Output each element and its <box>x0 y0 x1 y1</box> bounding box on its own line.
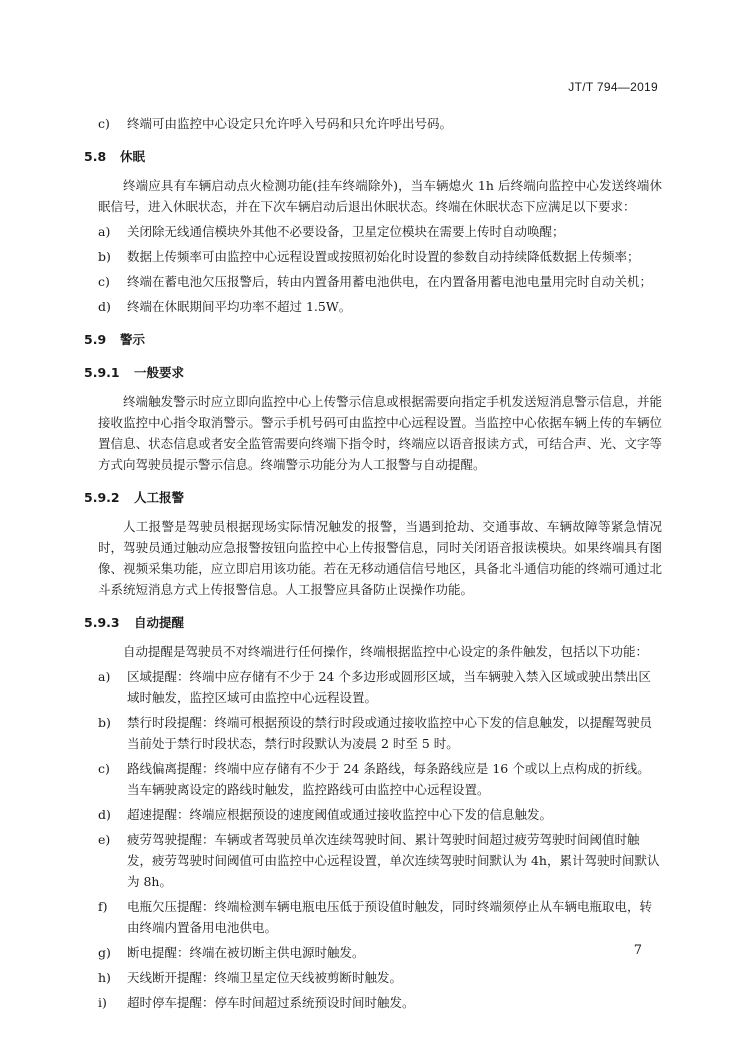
item-marker: i) <box>98 995 107 1010</box>
list-item <box>98 829 662 892</box>
section-title: 人工报警 <box>134 490 185 505</box>
item-text: 电瓶欠压提醒：终端检测车辆电瓶电压低于预设值时触发，同时终端须停止从车辆电瓶取电，转由终端内置备用电池供电。 <box>127 899 653 935</box>
list-item <box>98 113 662 134</box>
list-item <box>98 942 662 963</box>
item-marker: e) <box>98 832 111 847</box>
list-item <box>98 896 662 938</box>
paragraph: 人工报警是驾驶员根据现场实际情况触发的报警，当遇到抢劫、交通事故、车辆故障等紧急情况时，驾驶员通过触动应急报警按钮向监控中心上传报警信息，同时关闭语音报读模块。如果终端具有图像、视频采集功能，应立即启用该功能。若在无移动通信信号地区，具备北斗通信功能的终端可通过北斗系统短消息方式上传报警信息。人工报警应具备防止误操作功能。 <box>98 519 662 597</box>
item-text: 禁行时段提醒：终端可根据预设的禁行时段或通过接收监控中心下发的信息触发，以提醒驾驶员当前处于禁行时段状态，禁行时段默认为凌晨 2 时至 5 时。 <box>127 715 653 751</box>
item-text: 关闭除无线通信模块外其他不必要设备，卫星定位模块在需要上传时自动唤醒； <box>127 224 565 239</box>
item-marker: a) <box>98 224 111 239</box>
item-marker: c) <box>98 116 110 131</box>
list-item <box>98 666 662 708</box>
page-number: 7 <box>633 943 642 958</box>
section-heading-5-9-1 <box>84 362 662 383</box>
list-item <box>98 758 662 800</box>
list-item <box>98 712 662 754</box>
section-number: 5.9.1 <box>84 365 120 380</box>
item-marker: b) <box>98 249 111 264</box>
list-item <box>98 296 662 317</box>
item-text: 终端可由监控中心设定只允许呼入号码和只允许呼出号码。 <box>127 116 453 131</box>
section-number: 5.9.2 <box>84 490 120 505</box>
item-text: 疲劳驾驶提醒：车辆或者驾驶员单次连续驾驶时间、累计驾驶时间超过疲劳驾驶时间阈值时触发，疲劳驾驶时间阈值可由监控中心远程设置，单次连续驾驶时间默认为 4h，累计驾驶时间默认为 8h。 <box>127 832 660 889</box>
item-marker: c) <box>98 761 110 776</box>
paragraph: 终端触发警示时应立即向监控中心上传警示信息或根据需要向指定手机发送短消息警示信息，并能接收监控中心指令取消警示。警示手机号码可由监控中心远程设置。当监控中心依据车辆上传的车辆位置信息、状态信息或者安全监管需要向终端下指令时，终端应以语音报读方式，可结合声、光、文字等方式向驾驶员提示警示信息。终端警示功能分为人工报警与自动提醒。 <box>98 394 662 472</box>
section-heading-5-9 <box>84 329 662 350</box>
section-title: 休眠 <box>120 149 146 164</box>
standard-code: JT/T 794—2019 <box>568 80 658 94</box>
list-item <box>98 246 662 267</box>
section-number: 5.9.3 <box>84 615 120 630</box>
item-text: 终端在休眠期间平均功率不超过 1.5W。 <box>127 299 352 314</box>
item-text: 数据上传频率可由监控中心远程设置或按照初始化时设置的参数自动持续降低数据上传频率； <box>127 249 640 264</box>
paragraph: 终端应具有车辆启动点火检测功能(挂车终端除外)，当车辆熄火 1h 后终端向监控中心发送终端休眠信号，进入休眠状态，并在下次车辆启动后退出休眠状态。终端在休眠状态下应满足以下要求： <box>98 178 662 214</box>
item-text: 终端在蓄电池欠压报警后，转由内置备用蓄电池供电，在内置备用蓄电池电量用完时自动关机； <box>127 274 653 289</box>
item-text: 超时停车提醒：停车时间超过系统预设时间时触发。 <box>127 995 415 1010</box>
item-marker: a) <box>98 669 111 684</box>
item-text: 超速提醒：终端应根据预设的速度阈值或通过接收监控中心下发的信息触发。 <box>127 807 553 822</box>
page-content <box>84 113 662 1017</box>
section-title: 警示 <box>120 332 146 347</box>
section-title: 自动提醒 <box>134 615 185 630</box>
item-marker: h) <box>98 970 111 985</box>
section-title: 一般要求 <box>134 365 185 380</box>
section-number: 5.8 <box>84 149 107 164</box>
list-item <box>98 992 662 1013</box>
item-marker: f) <box>98 899 108 914</box>
list-item <box>98 804 662 825</box>
item-marker: b) <box>98 715 111 730</box>
item-marker: d) <box>98 807 111 822</box>
item-text: 路线偏离提醒：终端中应存储有不少于 24 条路线，每条路线应是 16 个或以上点构成的折线。当车辆驶离设定的路线时触发，监控路线可由监控中心远程设置。 <box>127 761 650 797</box>
item-marker: d) <box>98 299 111 314</box>
item-marker: c) <box>98 274 110 289</box>
section-heading-5-9-3 <box>84 612 662 633</box>
item-text: 断电提醒：终端在被切断主供电源时触发。 <box>127 945 365 960</box>
list-item <box>98 271 662 292</box>
list-item <box>98 221 662 242</box>
item-marker: g) <box>98 945 111 960</box>
list-item <box>98 967 662 988</box>
paragraph: 自动提醒是驾驶员不对终端进行任何操作，终端根据监控中心设定的条件触发，包括以下功能： <box>123 644 649 659</box>
section-number: 5.9 <box>84 332 107 347</box>
section-heading-5-9-2 <box>84 487 662 508</box>
section-heading-5-8 <box>84 146 662 167</box>
item-text: 区域提醒：终端中应存储有不少于 24 个多边形或圆形区域，当车辆驶入禁入区域或驶出禁出区域时触发，监控区域可由监控中心远程设置。 <box>127 669 651 705</box>
item-text: 天线断开提醒：终端卫星定位天线被剪断时触发。 <box>127 970 403 985</box>
